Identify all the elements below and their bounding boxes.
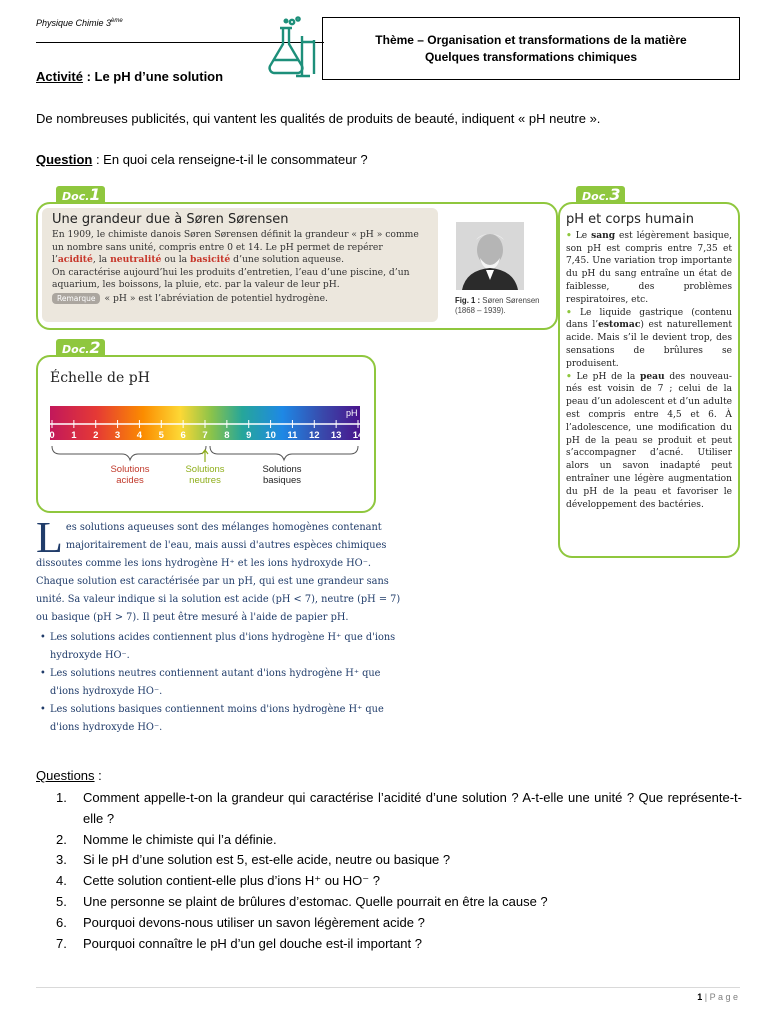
doc3-bullet-stomach: • Le liquide gastrique (contenu dans l’estomac) est naturellement acide. Mais s’il le devient trop, des sensations de brûlures se produisent. — [566, 306, 732, 369]
question-item: 2. Nomme le chimiste qui l’a définie. — [56, 831, 277, 847]
doc3-bullet-skin: • Le pH de la peau des nouveau-nés est voisin de 7 ; celui de la peau d’un adolescent et d’un adulte est compris entre 4,5 et 6. À l’adolescence, une modification du pH de la peau se produit et peut s’accompagner d’acné. Utiliser alors un savon inadapté peut entraîner une légère augmentation du pH de la peau et favoriser le développement des bactéries. — [566, 370, 732, 510]
basic-label-1: Solutions — [262, 464, 302, 475]
doc1-paragraph: En 1909, le chimiste danois Søren Sørensen définit la grandeur « pH » comme un nombre sans unité, compris entre 0 et 14. Le pH permet de repérer l’acidité, la neutralité ou la basicité d’une solution aqueuse. — [52, 229, 419, 266]
neutral-label-1: Solutions — [185, 464, 225, 475]
doc3-content — [566, 214, 732, 511]
question-item: 7. Pourquoi connaître le pH d’un gel douche est-il important ? — [56, 935, 422, 951]
theme-title: Thème – Organisation et transformations de la matière — [375, 32, 687, 47]
solutions-text — [36, 513, 406, 737]
ph-tick-label: 11 — [287, 430, 298, 441]
doc1-paragraph-2: On caractérise aujourd’hui les produits d’entretien, l’eau d’une piscine, d’un aquarium, les boissons, la pluie, etc. par la valeur de leur pH. — [52, 266, 410, 291]
remark-tag: Remarque — [52, 293, 100, 304]
question-line: Question : En quoi cela renseigne-t-il le consommateur ? — [36, 152, 368, 167]
dropcap: L — [36, 513, 63, 562]
acid-label-1: Solutions — [110, 464, 150, 475]
neutral-label-2: neutres — [189, 475, 221, 486]
question-item: 4. Cette solution contient-elle plus d’ions H⁺ ou HO⁻ ? — [56, 873, 380, 889]
basic-brace — [210, 446, 358, 460]
questions-list — [56, 788, 742, 954]
ph-tick-label: 4 — [136, 430, 143, 441]
bullet-acid: • Les solutions acides contiennent plus d'ions hydrogène H⁺ que d'ions hydroxyde HO⁻. — [36, 629, 406, 665]
ph-tick-label: 12 — [308, 430, 320, 441]
doc1-tab: Doc.1 — [56, 186, 105, 204]
theme-subtitle: Quelques transformations chimiques — [424, 49, 638, 64]
page-footer: 1 | P a g e — [697, 992, 738, 1002]
ph-tick-label: 3 — [114, 430, 121, 441]
fig1-caption: Fig. 1 : Søren Sørensen (1868 – 1939). — [455, 296, 540, 315]
question-item: 6. Pourquoi devons-nous utiliser un savon légèrement acide ? — [56, 914, 425, 930]
acid-label-2: acides — [116, 475, 144, 486]
doc3-tab: Doc.3 — [576, 186, 625, 204]
ph-tick-label: 10 — [265, 430, 276, 441]
solutions-bullets — [36, 629, 406, 737]
theme-box — [322, 17, 740, 80]
doc3-bullet-blood: • Le sang est légèrement basique, son pH est compris entre 7,35 et 7,45. Une variation trop importante du pH du sang entraîne un état de faiblesse, des problèmes respiratoires, etc. — [566, 229, 732, 305]
ph-tick-label: 13 — [330, 430, 342, 441]
ph-tick-label: 6 — [180, 430, 186, 441]
bullet-neutral: • Les solutions neutres contiennent autant d'ions hydrogène H⁺ que d'ions hydroxyde HO⁻. — [36, 665, 406, 701]
doc1-remark: Remarque « pH » est l’abréviation de potentiel hydrogène. — [52, 293, 428, 305]
ph-scale-label: pH — [346, 408, 358, 418]
ph-tick-label: 1 — [71, 430, 77, 441]
doc3-title: pH et corps humain — [566, 212, 694, 227]
question-item: 1. Comment appelle-t-on la grandeur qui caractérise l’acidité d’une solution ? A-t-elle une unité ? Que représente-t-elle ? — [56, 790, 742, 826]
bullet-basic: • Les solutions basiques contiennent moins d'ions hydrogène H⁺ que d'ions hydroxyde HO⁻. — [36, 701, 406, 737]
course-name: Physique Chimie 3ème — [36, 18, 123, 28]
ph-tick-label: 8 — [224, 430, 230, 441]
ph-tick-label: 9 — [246, 430, 252, 441]
solutions-paragraph: es solutions aqueuses sont des mélanges homogènes contenant majoritairement de l'eau, mais aussi d'autres espèces chimiques dissoutes comme les ions hydrogène H⁺ et les ions hydroxyde HO⁻. Chaque solution est caractérisée par un pH, qui est une grandeur sans unité. Sa valeur indique si la solution est acide (pH < 7), neutre (pH = 7) ou basique (pH > 7). Il peut être mesuré à l'aide de papier pH. — [36, 522, 401, 623]
doc1-title: Une grandeur due à Søren Sørensen — [52, 212, 289, 227]
question-item: 5. Une personne se plaint de brûlures d’estomac. Quelle pourrait en être la cause ? — [56, 893, 548, 909]
neutral-arrow — [202, 450, 208, 462]
ph-scale — [46, 400, 370, 512]
questions-title: Questions : — [36, 768, 102, 783]
ph-tick-label: 2 — [93, 430, 99, 441]
activity-title: Activité : Le pH d’une solution — [36, 69, 224, 84]
doc2-title: Échelle de pH — [50, 370, 150, 386]
footer-rule — [36, 987, 740, 988]
basic-label-2: basiques — [262, 475, 302, 486]
chemistry-flask-icon — [258, 16, 322, 82]
doc1-content — [42, 208, 438, 322]
doc2-tab: Doc.2 — [56, 339, 105, 357]
ph-tick-label: 7 — [202, 430, 208, 441]
ph-tick-label: 5 — [158, 430, 164, 441]
sorensen-portrait-image — [456, 222, 524, 290]
acid-brace — [52, 446, 206, 460]
ph-tick-label: 14 — [352, 430, 364, 441]
ph-tick-label: 0 — [49, 430, 55, 441]
intro-text: De nombreuses publicités, qui vantent les qualités de produits de beauté, indiquent « pH neutre ». — [36, 111, 601, 126]
question-item: 3. Si le pH d’une solution est 5, est-elle acide, neutre ou basique ? — [56, 852, 451, 868]
